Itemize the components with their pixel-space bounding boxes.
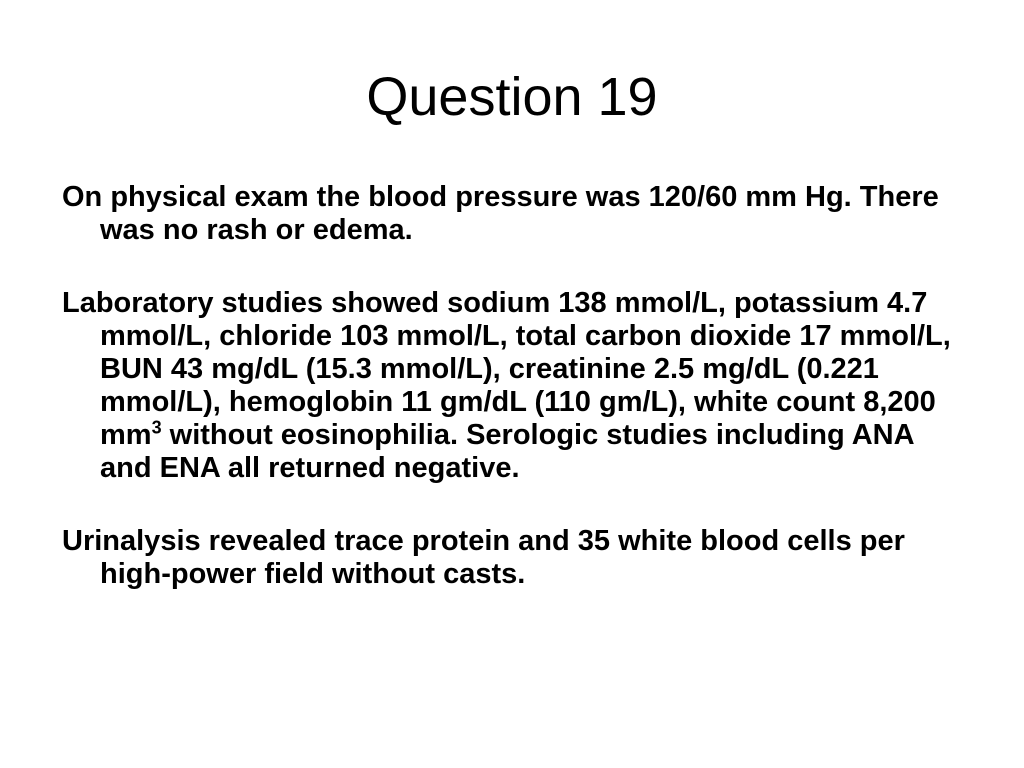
lab-text-part-1: Laboratory studies showed sodium 138 mmol/L, potassium 4.7 mmol/L, chloride 103 mmol/L, total carbon dioxide 17 mmol/L, BUN 43 mg/dL (15.3 mmol/L), creatinine 2.5 mg/dL (0.221 mmol/L), hemoglobin 11 gm/dL (110 gm/L), white count 8,200 mm bbox=[62, 287, 951, 451]
paragraph-laboratory-studies bbox=[62, 287, 962, 485]
lab-text-part-2: without eosinophilia. Serologic studies including ANA and ENA all returned negative. bbox=[100, 419, 914, 484]
slide-title: Question 19 bbox=[366, 67, 658, 127]
paragraph-physical-exam: On physical exam the blood pressure was 120/60 mm Hg. There was no rash or edema. bbox=[62, 181, 939, 246]
superscript-3: 3 bbox=[151, 417, 162, 438]
slide-body bbox=[62, 181, 962, 631]
paragraph-urinalysis: Urinalysis revealed trace protein and 35 white blood cells per high-power field without casts. bbox=[62, 525, 905, 590]
